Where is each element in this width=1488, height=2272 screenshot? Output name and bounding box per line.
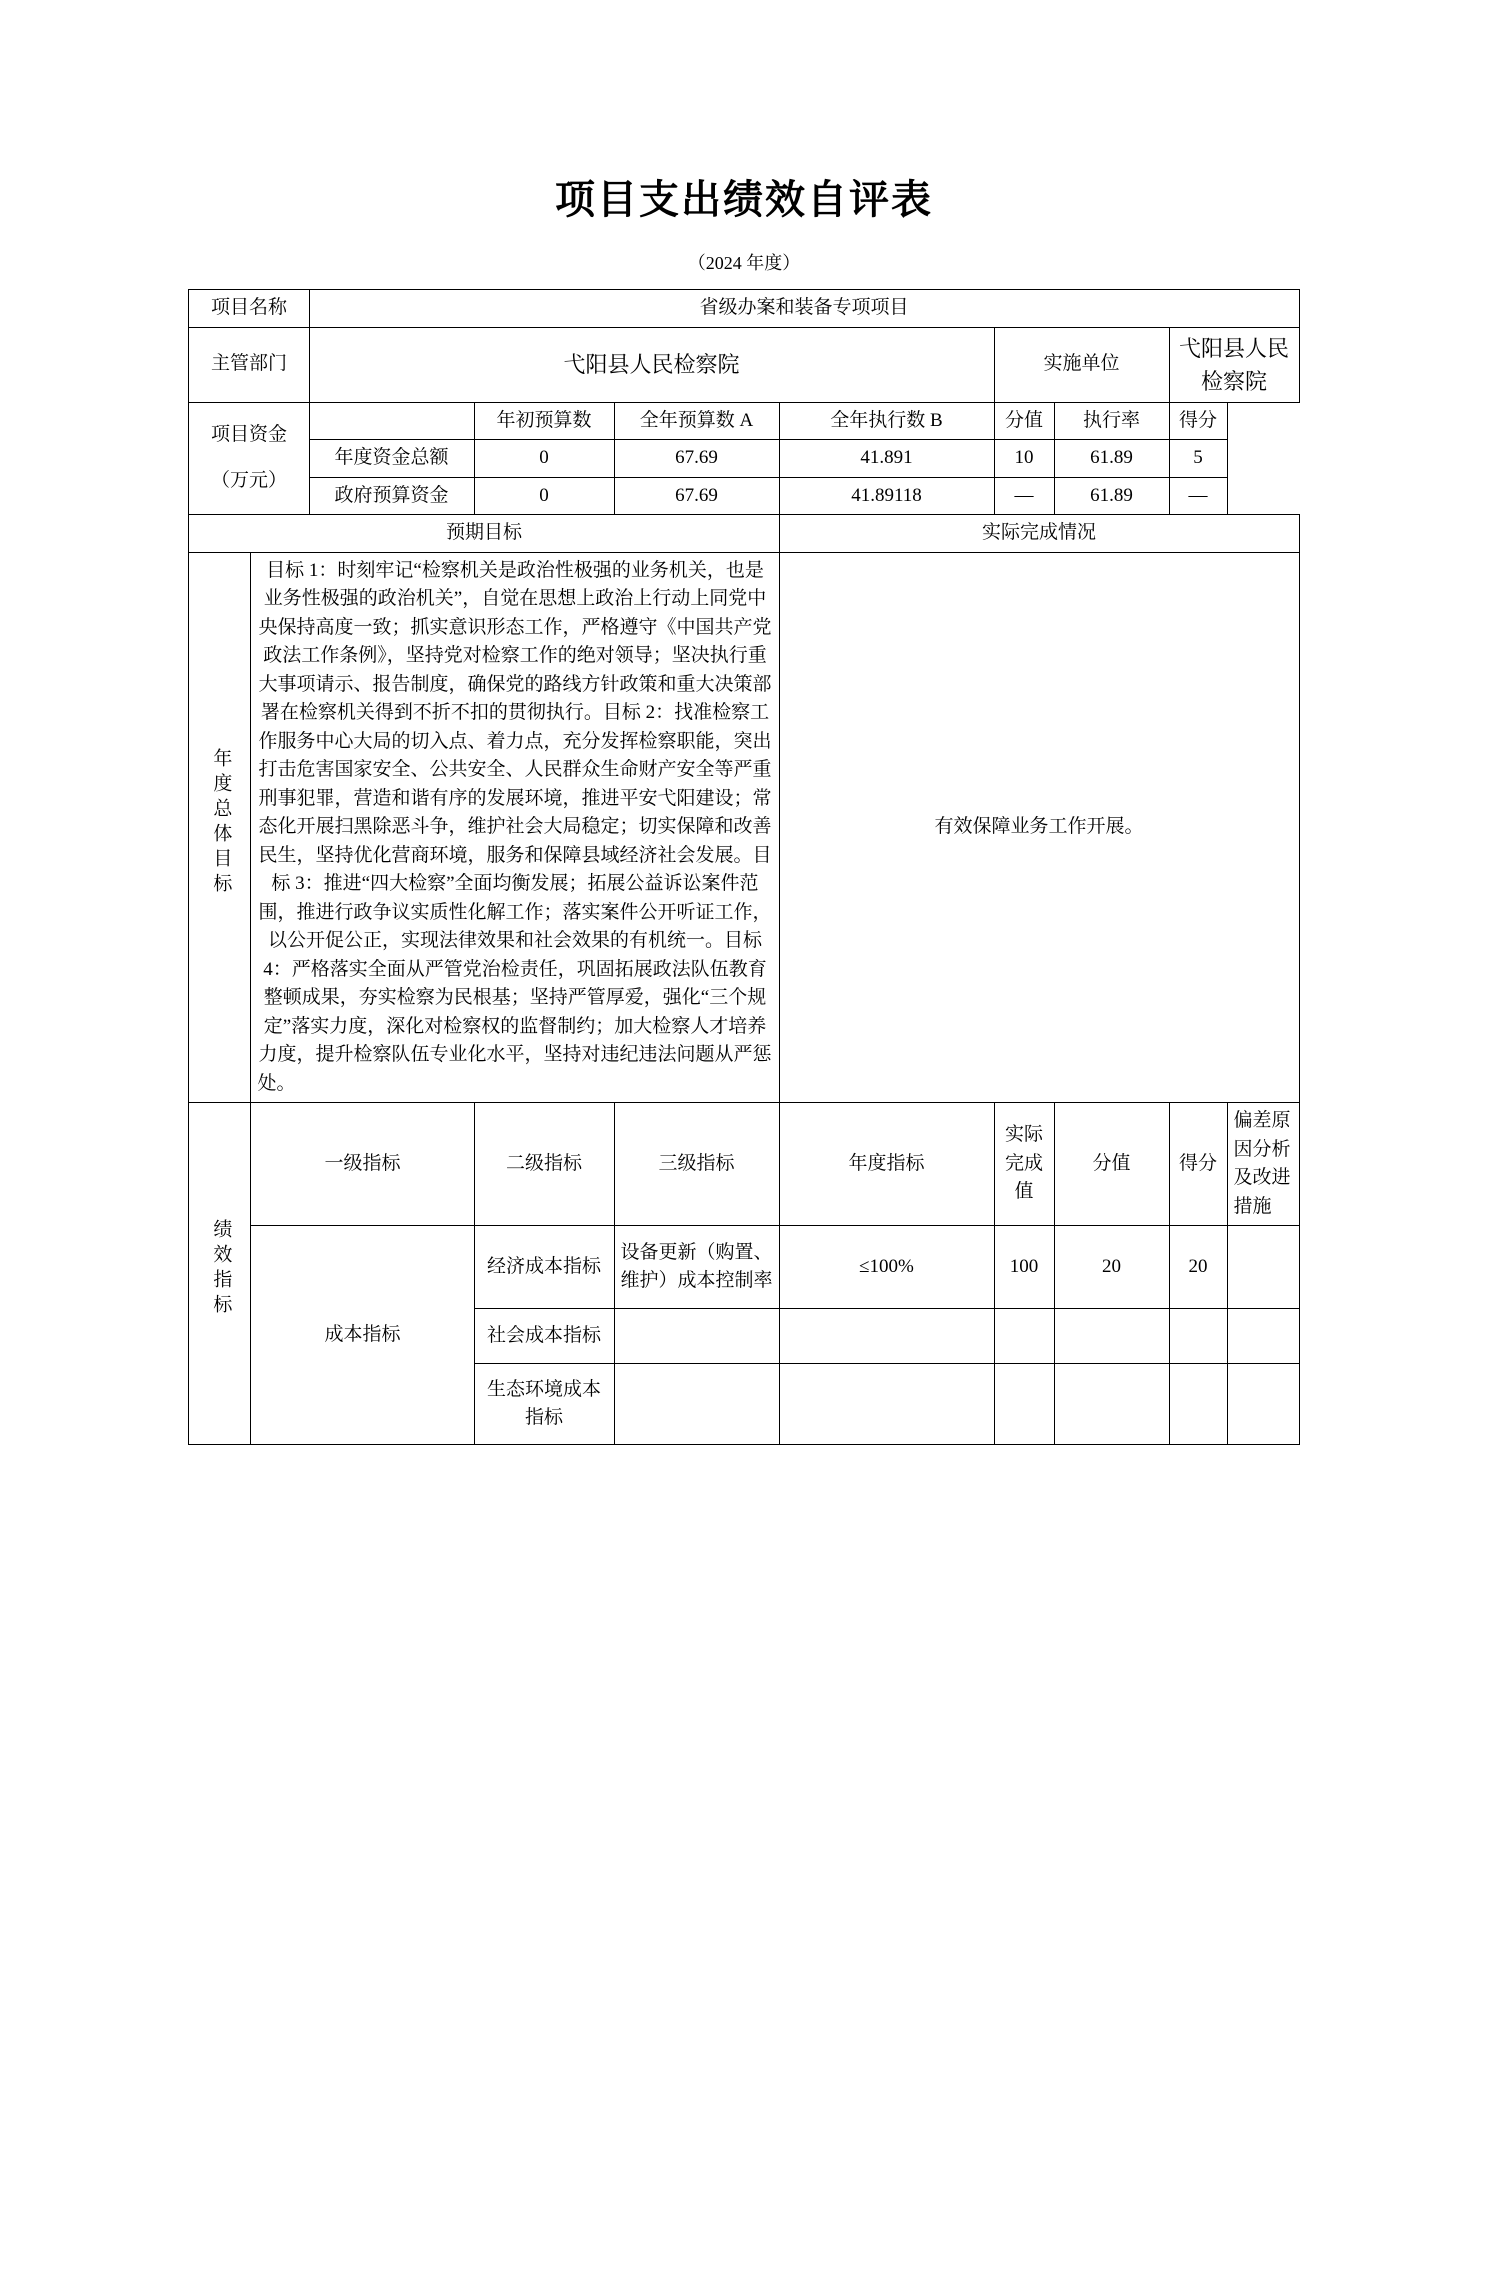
project-name-value: 省级办案和装备专项项目 [309,290,1299,328]
header-score-value: 分值 [1054,1103,1169,1226]
indicator-level3: 设备更新（购置、维护）成本控制率 [614,1226,779,1309]
col-exec-rate: 执行率 [1054,402,1169,440]
indicator-score [1169,1309,1227,1364]
indicator-score-value [1054,1309,1169,1364]
indicator-level2: 社会成本指标 [474,1309,614,1364]
department-value: 弋阳县人民检察院 [309,327,994,402]
funds-label-line2: （万元） [210,470,287,492]
annual-goal-row-label [189,552,251,1103]
unit-value: 弋阳县人民检察院 [1169,327,1299,402]
fund-row-name: 年度资金总额 [309,440,474,478]
header-score: 得分 [1169,1103,1227,1226]
fund-row-begin: 0 [474,440,614,478]
indicator-level2: 经济成本指标 [474,1226,614,1309]
page-title: 项目支出绩效自评表 [555,177,933,222]
fund-row-exec: 41.89118 [779,477,994,515]
table-row-department [189,327,1299,402]
fund-row-exec: 41.891 [779,440,994,478]
funds-label [189,402,309,515]
expected-goal-paragraph: 目标 1：时刻牢记“检察机关是政治性极强的业务机关，也是业务性极强的政治机关”，自觉在思想上政治上行动上同党中央保持高度一致；抓实意识形态工作，严格遵守《中国共产党政法工作条例》，坚持党对检察工作的绝对领导；坚决执行重大事项请示、报告制度，确保党的路线方针政策和重大决策部署在检察机关得到不折不扣的贯彻执行。目标 2：找准检察工作服务中心大局的切入点、着力点，充分发挥检察职能，突出打击危害国家安全、公共安全、人民群众生命财产安全等严重刑事犯罪，营造和谐有序的发展环境，推进平安弋阳建设；常态化开展扫黑除恶斗争，维护社会大局稳定；切实保障和改善民生，坚持优化营商环境，服务和保障县域经济社会发展。目标 3：推进“四大检察”全面均衡发展；拓展公益诉讼案件范围，推进行政争议实质性化解工作；落实案件公开听证工作，以公开促公正，实现法律效果和社会效果的有机统一。目标 4：严格落实全面从严管党治检责任，巩固拓展政法队伍教育整顿成果，夯实检察为民根基；坚持严管厚爱，强化“三个规定”落实力度，深化对检察权的监督制约；加大检察人才培养力度，提升检察队伍专业化水平，坚持对违纪违法问题从严惩处。 [257,559,772,1094]
fund-row-rate: 61.89 [1054,477,1169,515]
department-label: 主管部门 [189,327,309,402]
table-row-funds-header [189,402,1299,440]
header-actual [994,1103,1054,1226]
fund-row-name: 政府预算资金 [309,477,474,515]
indicator-actual [994,1309,1054,1364]
project-name-label: 项目名称 [189,290,309,328]
indicator-deviation [1227,1364,1299,1445]
document-page [0,168,1488,2272]
indicator-score-value: 20 [1054,1226,1169,1309]
indicators-row-label-text: 绩效指标 [210,1218,232,1319]
unit-label: 实施单位 [994,327,1169,402]
fund-row-score: 5 [1169,440,1227,478]
table-row-indicator-1 [189,1226,1299,1309]
funds-blank-cell [309,402,474,440]
header-annual [779,1103,994,1226]
expected-goal-text [251,552,779,1103]
indicator-actual: 100 [994,1226,1054,1309]
header-deviation [1227,1103,1299,1226]
header-level2: 二级指标 [474,1103,614,1226]
indicator-level3 [614,1364,779,1445]
indicator-annual [779,1364,994,1445]
indicator-deviation [1227,1226,1299,1309]
fund-row-score-value: — [994,477,1054,515]
col-score-value [994,402,1054,440]
table-row-fund-government [189,477,1299,515]
col-score-value-text: 分值 [1004,409,1043,431]
fund-row-budget: 67.69 [614,477,779,515]
actual-result-text: 有效保障业务工作开展。 [779,552,1299,1103]
indicator-score: 20 [1169,1226,1227,1309]
col-year-budget: 全年预算数 A [614,402,779,440]
col-begin-budget: 年初预算数 [474,402,614,440]
col-score [1169,402,1227,440]
col-score-text: 得分 [1178,409,1217,431]
table-row-goals-header [189,515,1299,553]
indicator-score [1169,1364,1227,1445]
fund-row-budget: 67.69 [614,440,779,478]
table-row-fund-total [189,440,1299,478]
actual-result-label: 实际完成情况 [779,515,1299,553]
table-row-indicators-header [189,1103,1299,1226]
indicator-annual [779,1309,994,1364]
annual-goal-row-label-text: 年度总体目标 [210,747,232,898]
header-annual-text: 年度指标 [848,1152,925,1174]
indicators-row-label [189,1103,251,1445]
header-level3: 三级指标 [614,1103,779,1226]
col-year-exec: 全年执行数 B [779,402,994,440]
indicator-score-value [1054,1364,1169,1445]
header-level1: 一级指标 [251,1103,474,1226]
funds-label-line1: 项目资金 [210,423,287,445]
indicator-level3 [614,1309,779,1364]
indicator-deviation [1227,1309,1299,1364]
performance-self-evaluation-table [188,289,1299,1445]
indicator-actual [994,1364,1054,1445]
header-actual-text: 实际完成值 [1004,1124,1043,1203]
header-deviation-line2: 及改进措施 [1233,1167,1291,1217]
table-row-project-name [189,290,1299,328]
fund-row-rate: 61.89 [1054,440,1169,478]
header-deviation-line1: 偏差原因分析 [1233,1110,1291,1160]
indicator-level2: 生态环境成本指标 [474,1364,614,1445]
page-subtitle: （2024 年度） [687,253,801,273]
fund-row-begin: 0 [474,477,614,515]
indicator-annual: ≤100% [779,1226,994,1309]
fund-row-score-value: 10 [994,440,1054,478]
expected-goal-label: 预期目标 [189,515,779,553]
fund-row-score: — [1169,477,1227,515]
indicator-level1-label: 成本指标 [251,1226,474,1445]
table-row-goals-body [189,552,1299,1103]
